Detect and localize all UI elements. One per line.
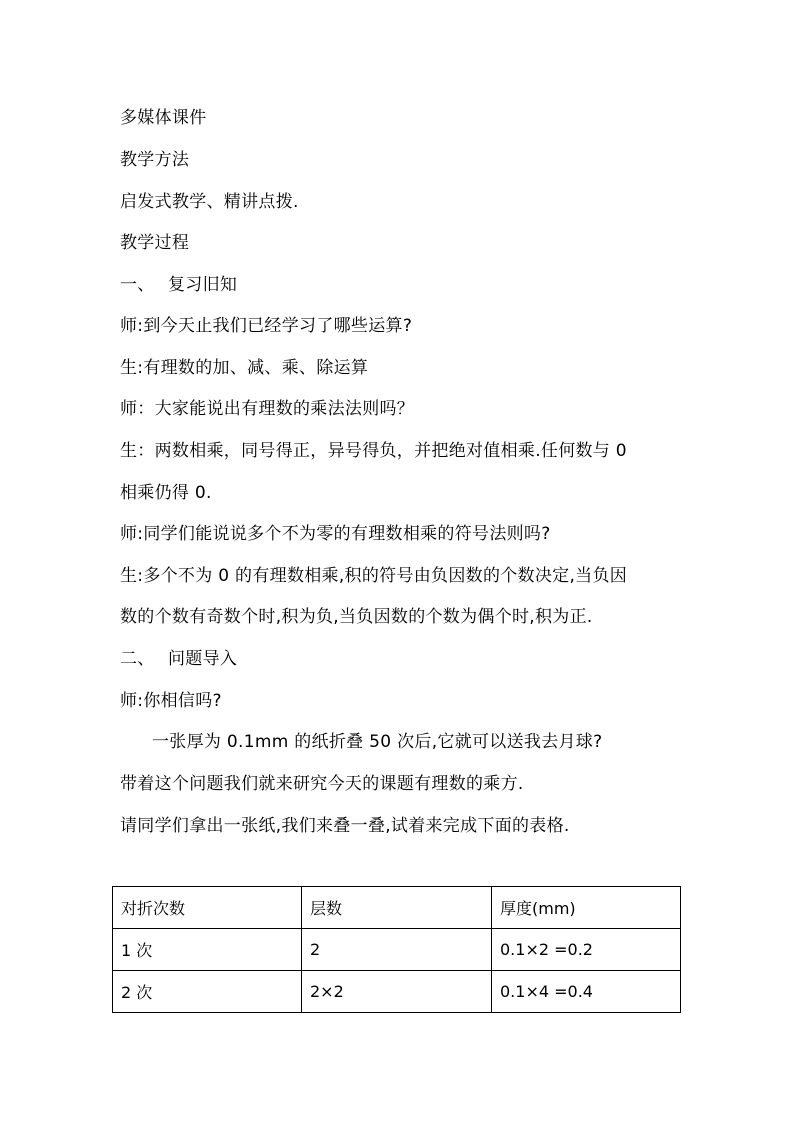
dialogue-line: 带着这个问题我们就来研究今天的课题有理数的乘方. bbox=[120, 774, 524, 794]
table-row bbox=[113, 929, 681, 971]
dialogue-line: 师:你相信吗? bbox=[120, 691, 222, 711]
table-header-cell: 层数 bbox=[302, 887, 492, 929]
table-header-cell: 对折次数 bbox=[113, 887, 302, 929]
section-number: 二、 bbox=[120, 649, 155, 669]
table-header-row bbox=[113, 887, 681, 929]
section-heading-review bbox=[120, 274, 237, 296]
dialogue-line: 生:有理数的加、减、乘、除运算 bbox=[120, 358, 369, 378]
table-header-cell: 厚度(mm) bbox=[492, 887, 681, 929]
dialogue-line: 相乘仍得 0. bbox=[120, 483, 212, 503]
folding-table bbox=[112, 886, 681, 1013]
text-line-method-heading: 教学方法 bbox=[120, 150, 190, 170]
dialogue-line: 师：大家能说出有理数的乘法法则吗？ bbox=[120, 399, 415, 419]
section-number: 一、 bbox=[120, 275, 155, 295]
section-title: 问题导入 bbox=[168, 649, 238, 669]
text-line-process-heading: 教学过程 bbox=[120, 233, 190, 253]
table-cell: 2 次 bbox=[113, 971, 302, 1013]
dialogue-line: 师:同学们能说说多个不为零的有理数相乘的符号法则吗? bbox=[120, 524, 551, 544]
dialogue-line: 生：两数相乘，同号得正，异号得负，并把绝对值相乘.任何数与 0 bbox=[120, 441, 627, 461]
text-line-method: 启发式教学、精讲点拨. bbox=[120, 192, 299, 212]
table-cell: 0.1×2 =0.2 bbox=[492, 929, 681, 971]
table-cell: 0.1×4 =0.4 bbox=[492, 971, 681, 1013]
section-title: 复习旧知 bbox=[168, 275, 238, 295]
table-cell: 1 次 bbox=[113, 929, 302, 971]
dialogue-line: 一张厚为 0.1mm 的纸折叠 50 次后,它就可以送我去月球? bbox=[152, 732, 603, 752]
dialogue-line: 师:到今天止我们已经学习了哪些运算? bbox=[120, 316, 413, 336]
dialogue-line: 数的个数有奇数个时,积为负,当负因数的个数为偶个时,积为正. bbox=[120, 607, 593, 627]
table-row bbox=[113, 971, 681, 1013]
dialogue-line: 生:多个不为 0 的有理数相乘,积的符号由负因数的个数决定,当负因 bbox=[120, 566, 628, 586]
table-cell: 2×2 bbox=[302, 971, 492, 1013]
text-line-materials: 多媒体课件 bbox=[120, 108, 207, 128]
table-cell: 2 bbox=[302, 929, 492, 971]
section-heading-intro bbox=[120, 648, 237, 670]
dialogue-line: 请同学们拿出一张纸,我们来叠一叠,试着来完成下面的表格. bbox=[120, 816, 570, 836]
